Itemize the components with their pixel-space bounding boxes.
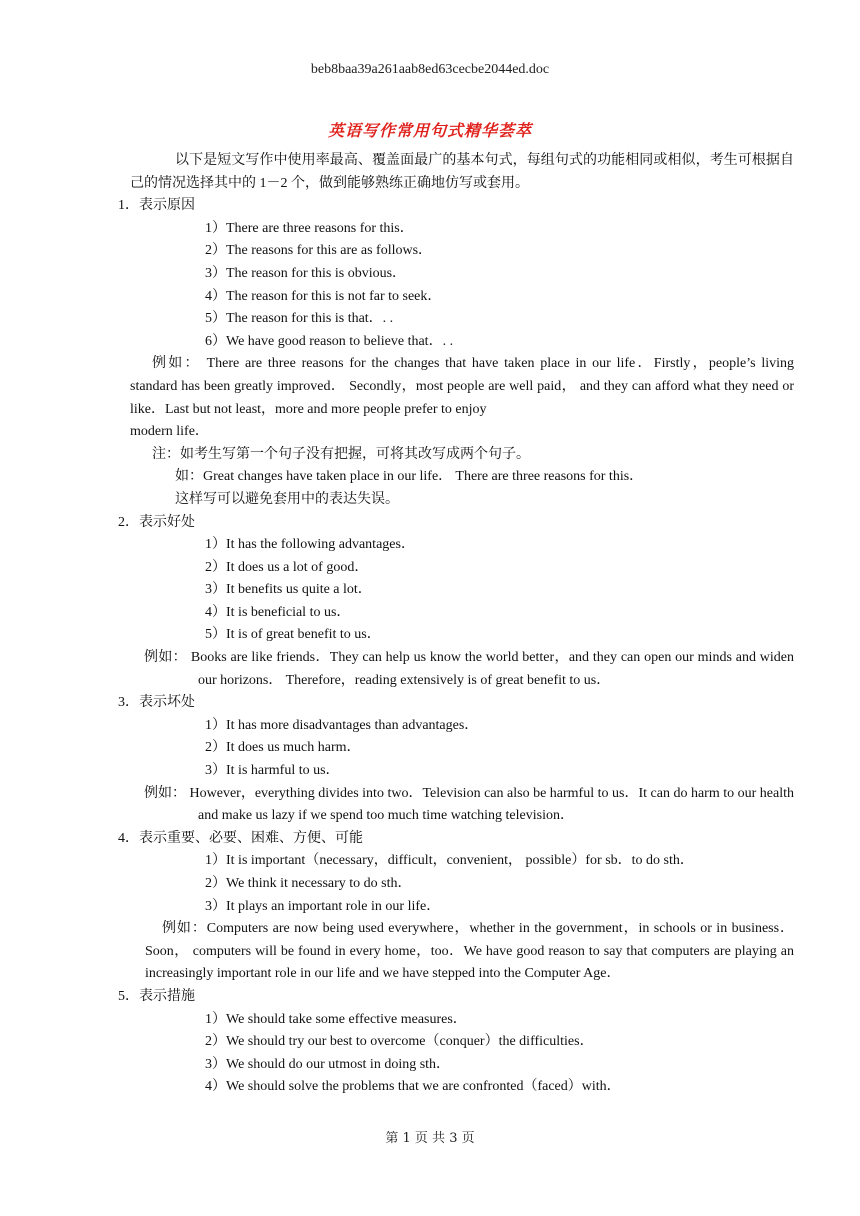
list-item: 4）It is beneficial to us． bbox=[205, 604, 351, 620]
example-paragraph: 例如： There are three reasons for the changes that have taken place in our life．Firstly，people’s living standard has been greatly improved． Secondly，most people are well paid， and they can afford what they need or like．Last but not least，more and more people prefer to enjoy bbox=[130, 356, 794, 417]
list-item: 1）It has more disadvantages than advantages． bbox=[205, 717, 479, 733]
section-heading-measures: 5．表示措施 bbox=[118, 988, 195, 1004]
page-title: 英语写作常用句式精华荟萃 bbox=[327, 121, 532, 140]
list-item: 2）The reasons for this are as follows． bbox=[205, 243, 433, 259]
list-item: 1）We should take some effective measures． bbox=[205, 1011, 467, 1027]
list-item: 4）The reason for this is not far to seek． bbox=[205, 288, 442, 304]
example-paragraph-end: modern life． bbox=[130, 424, 209, 440]
note-example: 如：Great changes have taken place in our life． There are three reasons for this． bbox=[175, 469, 644, 485]
list-item: 1）It is important（necessary，difficult，convenient， possible）for sb．to do sth． bbox=[205, 853, 694, 869]
list-item: 3）It benefits us quite a lot． bbox=[205, 582, 372, 598]
list-item: 2）It does us a lot of good． bbox=[205, 559, 369, 575]
page-number-footer: 第 1 页 共 3 页 bbox=[385, 1131, 475, 1146]
list-item: 5）It is of great benefit to us． bbox=[205, 627, 381, 643]
note-conclusion: 这样写可以避免套用中的表达失误。 bbox=[175, 491, 399, 507]
document-filename: beb8baa39a261aab8ed63cecbe2044ed.doc bbox=[310, 62, 550, 77]
list-item: 2）We should try our best to overcome（conquer）the difficulties． bbox=[205, 1034, 594, 1050]
list-item: 6）We have good reason to believe that．. . bbox=[205, 333, 454, 349]
list-item: 3）The reason for this is obvious． bbox=[205, 265, 407, 281]
example-paragraph: 例如：Computers are now being used everywhere，whether in the government，in schools or in business．Soon， computers will be found in every home，too．We have good reason to say that computers are playing an increasingly important role in our life and we have stepped into the Computer Age． bbox=[145, 921, 794, 982]
section-heading-benefits: 2．表示好处 bbox=[118, 514, 195, 530]
list-item: 3）It plays an important role in our life． bbox=[205, 898, 441, 914]
note-text: 注：如考生写第一个句子没有把握，可将其改写成两个句子。 bbox=[152, 446, 530, 462]
list-item: 1）It has the following advantages． bbox=[205, 537, 415, 553]
intro-paragraph: 以下是短文写作中使用率最高、覆盖面最广的基本句式，每组句式的功能相同或相似，考生可根据自己的情况选择其中的 1－2 个，做到能够熟练正确地仿写或套用。 bbox=[130, 153, 794, 191]
section-heading-reasons: 1．表示原因 bbox=[118, 198, 195, 214]
example-paragraph: 例如： However，everything divides into two．Television can also be harmful to us．It can do harm to our health and make us lazy if we spend too much time watching television． bbox=[144, 785, 794, 824]
list-item: 3）It is harmful to us． bbox=[205, 763, 340, 779]
list-item: 1）There are three reasons for this． bbox=[205, 220, 414, 236]
list-item: 5）The reason for this is that．. . bbox=[205, 311, 394, 327]
document-body bbox=[118, 150, 794, 1099]
section-heading-harms: 3．表示坏处 bbox=[118, 695, 195, 711]
list-item: 2）We think it necessary to do sth． bbox=[205, 876, 412, 891]
example-paragraph: 例如： Books are like friends．They can help us know the world better，and they can open our minds and widen our horizons． Therefore，reading extensively is of great benefit to us． bbox=[144, 650, 794, 688]
list-item: 3）We should do our utmost in doing sth． bbox=[205, 1056, 451, 1072]
list-item: 4）We should solve the problems that we are confronted（faced）with． bbox=[205, 1079, 621, 1095]
list-item: 2）It does us much harm． bbox=[205, 740, 361, 756]
section-heading-importance: 4．表示重要、必要、困难、方便、可能 bbox=[118, 830, 363, 846]
